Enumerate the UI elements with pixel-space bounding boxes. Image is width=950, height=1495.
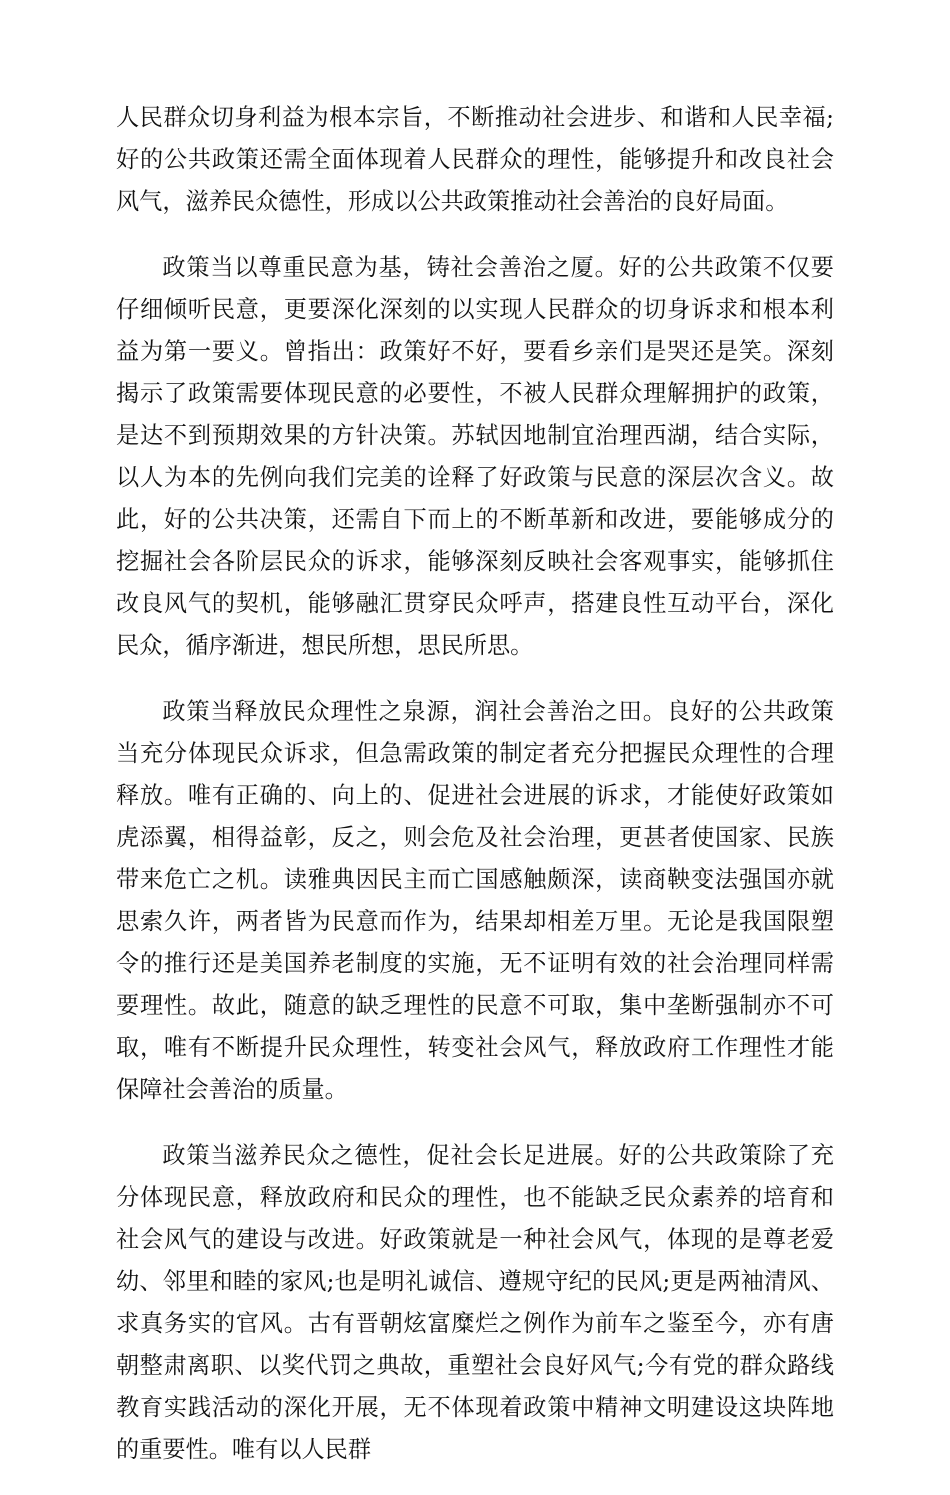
paragraph-4: 政策当滋养民众之德性，促社会长足进展。好的公共政策除了充分体现民意，释放政府和民众的理性，也不能缺乏民众素养的培育和社会风气的建设与改进。好政策就是一种社会风气，体现的是尊老爱幼、邻里和睦的家风;也是明礼诚信、遵规守纪的民风;更是两袖清风、求真务实的官风。古有晋朝炫富糜烂之例作为前车之鉴至今，亦有唐朝整肃离职、以奖代罚之典故，重塑社会良好风气;今有党的群众路线教育实践活动的深化开展，无不体现着政策中精神文明建设这块阵地的重要性。唯有以人民群 bbox=[116, 1142, 834, 1463]
paragraph-1: 人民群众切身利益为根本宗旨，不断推动社会进步、和谐和人民幸福;好的公共政策还需全面体现着人民群众的理性，能够提升和改良社会风气，滋养民众德性，形成以公共政策推动社会善治的良好局面。 bbox=[116, 104, 834, 215]
document-page bbox=[116, 97, 834, 1495]
paragraph-3: 政策当释放民众理性之泉源，润社会善治之田。良好的公共政策当充分体现民众诉求，但急需政策的制定者充分把握民众理性的合理释放。唯有正确的、向上的、促进社会进展的诉求，才能使好政策如虎添翼，相得益彰，反之，则会危及社会治理，更甚者使国家、民族带来危亡之机。读雅典因民主而亡国感触颇深，读商鞅变法强国亦就思索久许，两者皆为民意而作为，结果却相差万里。无论是我国限塑令的推行还是美国养老制度的实施，无不证明有效的社会治理同样需要理性。故此，随意的缺乏理性的民意不可取，集中垄断强制亦不可取，唯有不断提升民众理性，转变社会风气，释放政府工作理性才能保障社会善治的质量。 bbox=[116, 698, 834, 1103]
paragraph-2: 政策当以尊重民意为基，铸社会善治之厦。好的公共政策不仅要仔细倾听民意，更要深化深刻的以实现人民群众的切身诉求和根本利益为第一要义。曾指出：政策好不好，要看乡亲们是哭还是笑。深刻揭示了政策需要体现民意的必要性，不被人民群众理解拥护的政策，是达不到预期效果的方针决策。苏轼因地制宜治理西湖，结合实际，以人为本的先例向我们完美的诠释了好政策与民意的深层次含义。故此，好的公共决策，还需自下而上的不断革新和改进，要能够成分的挖掘社会各阶层民众的诉求，能够深刻反映社会客观事实，能够抓住改良风气的契机，能够融汇贯穿民众呼声，搭建良性互动平台，深化民众，循序渐进，想民所想，思民所思。 bbox=[116, 254, 834, 659]
